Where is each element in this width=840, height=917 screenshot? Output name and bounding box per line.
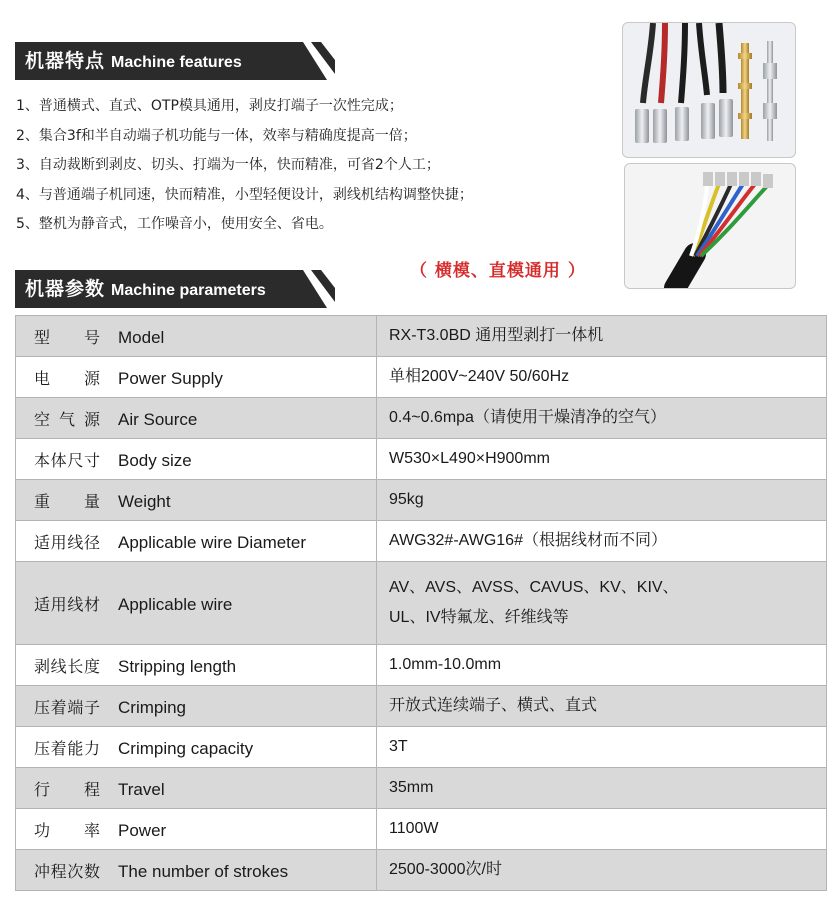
table-row	[16, 562, 827, 645]
param-value	[377, 562, 827, 645]
param-label-zh: 剥 线 长 度	[34, 656, 100, 676]
param-label-zh: 重 量	[34, 491, 100, 511]
table-row	[16, 357, 827, 398]
param-label-en: Model	[118, 327, 165, 347]
param-label-zh: 适 用 线 材	[34, 594, 100, 614]
param-value: 1100W	[377, 809, 827, 850]
param-label-en: Air Source	[118, 409, 198, 429]
param-label-en: Crimping	[118, 697, 187, 717]
param-value: 3T	[377, 727, 827, 768]
param-value: 0.4~0.6mpa（请使用干燥清净的空气）	[377, 398, 827, 439]
features-title-en: Machine features	[111, 54, 242, 71]
param-value: 2500-3000次/时	[377, 850, 827, 891]
table-row	[16, 727, 827, 768]
table-row	[16, 521, 827, 562]
params-title-en: Machine parameters	[111, 282, 266, 299]
param-value: RX-T3.0BD 通用型剥打一体机	[377, 316, 827, 357]
features-title	[25, 42, 242, 80]
param-value: 单相200V~240V 50/60Hz	[377, 357, 827, 398]
param-label-en: Stripping length	[118, 656, 237, 676]
table-row	[16, 439, 827, 480]
table-row	[16, 398, 827, 439]
param-label-zh: 本 体 尺 寸	[34, 450, 100, 470]
params-section-header	[15, 270, 335, 308]
table-row	[16, 686, 827, 727]
table-row	[16, 316, 827, 357]
table-row	[16, 768, 827, 809]
param-value-line: UL、IV特氟龙、纤维线等	[389, 609, 569, 626]
feature-item: 1、普通横式、直式、OTP模具通用，剥皮打端子一次性完成；	[16, 98, 403, 114]
param-label-zh: 功 率	[34, 820, 100, 840]
param-label-en: The number of strokes	[118, 861, 289, 881]
table-row	[16, 809, 827, 850]
table-row	[16, 645, 827, 686]
mold-compatibility-note: （ 横模、直模通用 ）	[410, 261, 586, 281]
param-label-zh: 适 用 线 径	[34, 532, 100, 552]
param-label-en: Body size	[118, 450, 192, 470]
param-value: 1.0mm-10.0mm	[377, 645, 827, 686]
feature-item: 5、整机为静音式，工作噪音小，使用安全、省电。	[16, 216, 333, 232]
features-section-header	[15, 42, 335, 80]
features-list	[16, 92, 473, 240]
param-label-zh: 压 着 能 力	[34, 738, 100, 758]
param-label-zh: 压 着 端 子	[34, 697, 100, 717]
feature-item: 3、自动裁断到剥皮、切头、打端为一体，快而精准，可省2个人工；	[16, 157, 440, 173]
features-title-zh: 机器特点	[25, 50, 106, 72]
params-title	[25, 270, 266, 308]
param-label-en: Applicable wire Diameter	[118, 532, 307, 552]
params-table	[15, 315, 827, 891]
param-value-line: AV、AVS、AVSS、CAVUS、KV、KIV、	[389, 579, 679, 596]
param-value: 35mm	[377, 768, 827, 809]
param-label-zh: 行 程	[34, 779, 100, 799]
crimped-terminals-photo	[622, 22, 796, 158]
table-row	[16, 850, 827, 891]
feature-item: 2、集合3f和半自动端子机功能与一体，效率与精确度提高一倍；	[16, 127, 417, 144]
param-label-zh: 冲 程 次 数	[34, 861, 100, 881]
param-label-en: Crimping capacity	[118, 738, 254, 758]
param-label-en: Applicable wire	[118, 594, 233, 614]
param-value: W530×L490×H900mm	[377, 439, 827, 480]
param-label-zh: 电 源	[34, 368, 100, 388]
param-label	[16, 316, 377, 357]
param-label-en: Travel	[118, 779, 165, 799]
param-label-zh: 空 气 源	[34, 409, 100, 429]
feature-item: 4、与普通端子机同速，快而精准，小型轻便设计，剥线机结构调整快捷；	[16, 186, 473, 203]
param-label-en: Weight	[118, 491, 171, 511]
param-value: AWG32#-AWG16#（根据线材而不同）	[377, 521, 827, 562]
param-label-en: Power	[118, 820, 167, 840]
param-label-en: Power Supply	[118, 368, 223, 388]
params-title-zh: 机器参数	[25, 278, 106, 300]
param-value: 95kg	[377, 480, 827, 521]
param-value: 开放式连续端子、横式、直式	[377, 686, 827, 727]
table-row	[16, 480, 827, 521]
multi-core-cable-photo	[624, 163, 796, 289]
param-label-zh: 型 号	[34, 327, 100, 347]
